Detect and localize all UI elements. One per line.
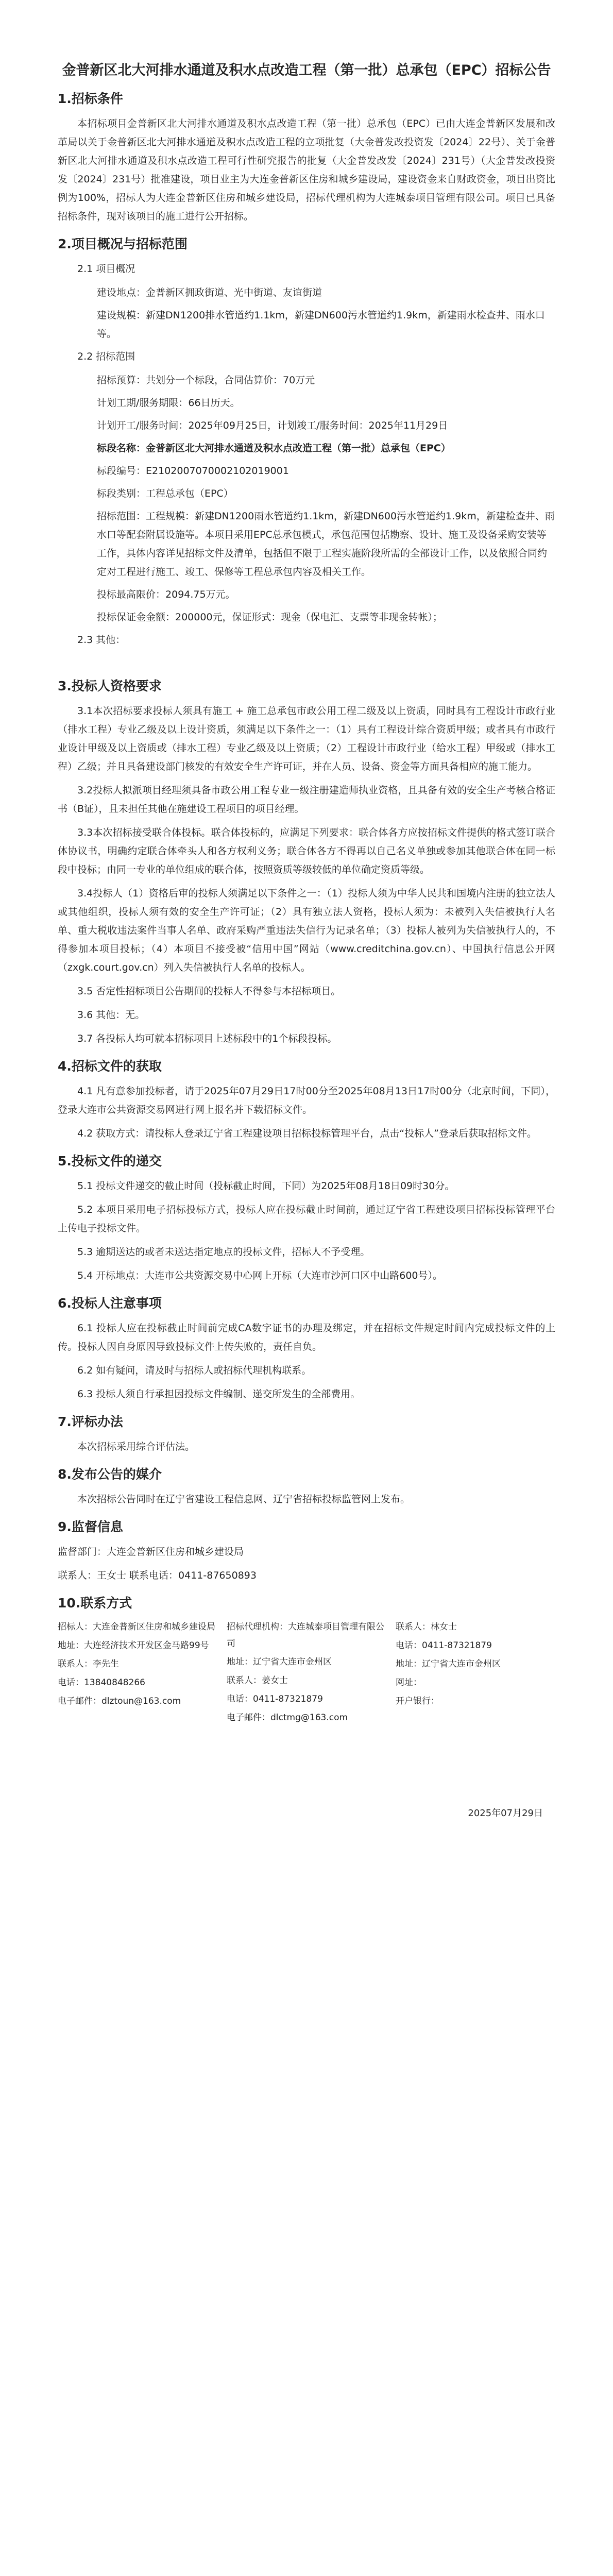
supervision-line-2: 联系人：王女士 联系电话：0411-87650893 <box>58 1570 257 1581</box>
section-heading-7: 7.评标办法 <box>58 1414 123 1429</box>
subheading-2-1: 2.1 项目概况 <box>77 263 135 275</box>
contact-left-line: 电子邮件：dlztoun@163.com <box>58 1696 181 1706</box>
budget: 招标预算：共划分一个标段，合同估算价：70万元 <box>97 375 315 386</box>
section-heading-5: 5.投标文件的递交 <box>58 1154 162 1168</box>
contact-mid-line: 招标代理机构：大连城泰项目管理有限公司 <box>227 1622 384 1649</box>
section-heading-1: 1.招标条件 <box>58 91 123 106</box>
contact-left-line: 联系人：李先生 <box>58 1659 119 1669</box>
contact-mid-line: 电子邮件：dlctmg@163.com <box>227 1713 348 1723</box>
contact-mid-line: 地址：辽宁省大连市金州区 <box>227 1657 332 1667</box>
contact-col-mid <box>227 1619 386 1728</box>
subheading-2-2: 2.2 招标范围 <box>77 351 135 362</box>
deposit: 投标保证金金额：200000元，保证形式：现金（保电汇、支票等非现金转帐）； <box>97 612 443 623</box>
contact-right-line: 联系人：林女士 <box>396 1622 457 1632</box>
req-3-4: 3.4投标人（1）资格后审的投标人须满足以下条件之一：（1）投标人须为中华人民共和国境内注册的独立法人或其他组织，投标人须有效的安全生产许可证；（2）具有独立法人资格，投标人须为：未被列入失信被执行人名单、重大税收违法案件当事人名单、政府采购严重违法失信行为记录名单；（3）投标人被列为失信被执行人的，不得参加本项目投标；（4）本项目不接受被“信用中国”网站（www.creditchina.gov.cn）、中国执行信息公开网（zxgk.court.gov.cn）列入失信被执行人名单的投标人。 <box>58 888 555 973</box>
subheading-2-3: 2.3 其他： <box>77 634 126 646</box>
doc-4-1: 4.1 凡有意参加投标者，请于2025年07月29日17时00分至2025年08月13日17时00分（北京时间，下同），登录大连市公共资源交易网进行网上报名并下载招标文件。 <box>58 1086 555 1115</box>
contact-right-line: 电话：0411-87321879 <box>396 1640 492 1651</box>
bid-scope: 招标范围：工程规模：新建DN1200雨水管道约1.1km，新建DN600污水管道约1.9km，新建检查井、雨水口等配套附属设施等。本项目采用EPC总承包模式，承包范围包括勘察、设计、施工及设备采购安装等工作，具体内容详见招标文件及清单，包括但不限于工程实施阶段所需的全部设计工作，以及依照合同约定对工程进行施工、竣工、保修等工程总承包内容及相关工作。 <box>97 511 555 578</box>
submit-5-3: 5.3 逾期送达的或者未送达指定地点的投标文件，招标人不予受理。 <box>77 1246 370 1258</box>
note-6-1: 6.1 投标人应在投标截止时间前完成CA数字证书的办理及绑定，并在招标文件规定时间内完成投标文件的上传。投标人因自身原因导致投标文件上传失败的，责任自负。 <box>58 1323 555 1352</box>
publish-date: 2025年07月29日 <box>468 1808 543 1819</box>
section-heading-4: 4.招标文件的获取 <box>58 1059 162 1074</box>
section-heading-2: 2.项目概况与招标范围 <box>58 236 188 251</box>
section-1-text: 本招标项目金普新区北大河排水通道及积水点改造工程（第一批）总承包（EPC）已由大连金普新区发展和改革局以关于金普新区北大河排水通道及积水点改造工程的立项批复（大金普发改投资发〔2024〕22号）、关于金普新区北大河排水通道及积水点改造工程可行性研究报告的批复（大金普发改发〔2024〕231号）（大金普发改投资发〔2024〕231号）批准建设，项目业主为大连金普新区住房和城乡建设局，建设资金来自财政资金，项目出资比例为100%，招标人为大连金普新区住房和城乡建设局，招标代理机构为大连城泰项目管理有限公司。项目已具备招标条件，现对该项目的施工进行公开招标。 <box>58 118 555 222</box>
doc-4-2: 4.2 获取方式：请投标人登录辽宁省工程建设项目招标投标管理平台，点击“投标人”登录后获取招标文件。 <box>77 1128 537 1139</box>
note-6-3: 6.3 投标人须自行承担因投标文件编制、递交所发生的全部费用。 <box>77 1388 361 1400</box>
contact-col-right <box>396 1619 555 1728</box>
submit-5-2: 5.2 本项目采用电子招标投标方式，投标人应在投标截止时间前，通过辽宁省工程建设项目招标投标管理平台上传电子投标文件。 <box>58 1204 555 1234</box>
supervision-line-1: 监督部门：大连金普新区住房和城乡建设局 <box>58 1546 244 1557</box>
contact-mid-line: 电话：0411-87321879 <box>227 1694 323 1704</box>
media-text: 本次招标公告同时在辽宁省建设工程信息网、辽宁省招标投标监管网上发布。 <box>77 1494 411 1505</box>
lot-title: 标段名称：金普新区北大河排水通道及积水点改造工程（第一批）总承包（EPC） <box>97 443 451 454</box>
start-end: 计划开工/服务时间：2025年09月25日，计划竣工/服务时间：2025年11月29日 <box>97 420 448 431</box>
req-3-6: 3.6 其他：无。 <box>77 1009 145 1021</box>
lot-number: 标段编号：E2102007070002102019001 <box>97 465 289 477</box>
note-6-2: 6.2 如有疑问，请及时与招标人或招标代理机构联系。 <box>77 1365 312 1376</box>
project-location: 建设地点：金普新区拥政街道、光中街道、友谊街道 <box>97 287 322 298</box>
section-heading-3: 3.投标人资格要求 <box>58 679 162 693</box>
contact-left-line: 地址：大连经济技术开发区金马路99号 <box>58 1640 209 1651</box>
req-3-3: 3.3本次招标接受联合体投标。联合体投标的，应满足下列要求：联合体各方应按招标文件提供的格式签订联合体协议书，明确约定联合体牵头人和各方权利义务；联合体各方不得再以自己名义单独或参加其他联合体在同一标段中投标；由同一专业的单位组成的联合体，按照资质等级较低的单位确定资质等级。 <box>58 827 555 875</box>
contact-right-line: 网址： <box>396 1677 422 1688</box>
req-3-2: 3.2投标人拟派项目经理须具备市政公用工程专业一级注册建造师执业资格，且具备有效的安全生产考核合格证书（B证），且未担任其他在施建设工程项目的项目经理。 <box>58 785 555 815</box>
contact-right-line: 开户银行： <box>396 1696 439 1706</box>
submit-5-4: 5.4 开标地点：大连市公共资源交易中心网上开标（大连市沙河口区中山路600号）。 <box>77 1270 443 1281</box>
req-3-7: 3.7 各投标人均可就本招标项目上述标段中的1个标段投标。 <box>77 1033 337 1044</box>
contact-col-left <box>58 1619 217 1728</box>
section-heading-9: 9.监督信息 <box>58 1519 123 1534</box>
contact-mid-line: 联系人：姜女士 <box>227 1675 288 1686</box>
period: 计划工期/服务期限：66日历天。 <box>97 397 240 409</box>
section-heading-8: 8.发布公告的媒介 <box>58 1467 162 1482</box>
req-3-5: 3.5 否定性招标项目公告期间的投标人不得参与本招标项目。 <box>77 986 341 997</box>
submit-5-1: 5.1 投标文件递交的截止时间（投标截止时间，下同）为2025年08月18日09时30分。 <box>77 1180 455 1192</box>
lot-type: 标段类别：工程总承包（EPC） <box>97 488 233 499</box>
project-scale: 建设规模：新建DN1200排水管道约1.1km，新建DN600污水管道约1.9km，新建雨水检查井、雨水口等。 <box>97 310 545 340</box>
contact-left-line: 招标人：大连金普新区住房和城乡建设局 <box>58 1622 215 1632</box>
contact-grid <box>58 1619 555 1728</box>
req-3-1: 3.1本次招标要求投标人须具有施工 + 施工总承包市政公用工程二级及以上资质，同时具有工程设计市政行业（排水工程）专业乙级及以上设计资质，须满足以下条件之一：（1）具有工程设计综合资质甲级；或者具有市政行业设计甲级及以上资质或（排水工程）专业乙级及以上资质；（2）工程设计市政行业（给水工程）甲级或（排水工程）乙级；并且具备建设部门核发的有效安全生产许可证，并在人员、设备、资金等方面具备相应的施工能力。 <box>58 705 555 772</box>
contact-left-line: 电话：13840848266 <box>58 1677 145 1688</box>
contact-right-line: 地址：辽宁省大连市金州区 <box>396 1659 501 1669</box>
eval-method: 本次招标采用综合评估法。 <box>77 1441 195 1452</box>
max-price: 投标最高限价：2094.75万元。 <box>97 589 235 600</box>
section-heading-10: 10.联系方式 <box>58 1596 132 1611</box>
page-title: 金普新区北大河排水通道及积水点改造工程（第一批）总承包（EPC）招标公告 <box>62 62 551 78</box>
section-heading-6: 6.投标人注意事项 <box>58 1296 162 1311</box>
